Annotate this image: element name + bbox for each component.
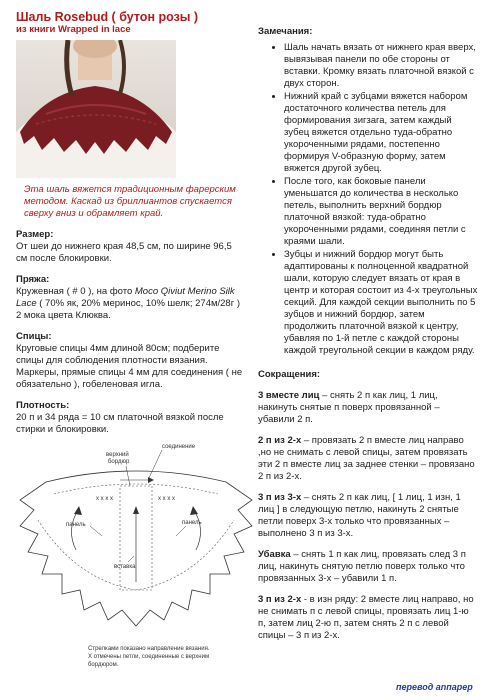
- abbreviation-item: [258, 594, 478, 642]
- list-item: • Зубцы и нижний бордюр могут быть адаптированы к полноценной квадратной шали, которую следует вязать от края в центр и которая состоит из 4-х треугольных секций. Для каждой секции выполнить по 5 зубцов и нижний бордюр, затем продолжить платочной вязкой к центру, убавляя по 1-й петле с каждой стороны каждой треугольной секции в каждом ряду.: [284, 249, 478, 357]
- list-item: • Шаль начать вязать от нижнего края вверх, вывязывая панели по обе стороны от вставки. Кромку вязать платочной вязкой с двух сторон.: [284, 42, 478, 90]
- intro-text: Эта шаль вяжется традиционным фарерским методом. Каскад из бриллиантов спускается сверху вниз и обрамляет край.: [24, 184, 236, 219]
- translator-credit: перевод anпapeр: [396, 682, 473, 692]
- abbreviation-term: 3 п из 3-х: [258, 492, 302, 503]
- label-panel-left: панель: [66, 522, 86, 528]
- needles-heading: Спицы:: [16, 331, 52, 342]
- label-top-border-1: верхний: [106, 452, 129, 458]
- shawl-schematic: [16, 440, 256, 680]
- needles-text: Круговые спицы 4мм длиной 80см; подберите спицы для соблюдения плотности вязания. Маркеры, прямые спицы 4 мм для соединения ( не обязательно ), гобеленовая игла.: [16, 343, 243, 390]
- schema-caption-1: Стрелками показано направление вязания.: [88, 646, 210, 652]
- yarn-text-a: Кружевная ( # 0 ), на фото: [16, 286, 135, 297]
- svg-text:x x x x: x x x x: [96, 496, 114, 502]
- gauge-text: 20 п и 34 ряда = 10 см платочной вязкой после стирки и блокировки.: [16, 412, 224, 435]
- yarn-heading: Пряжа:: [16, 274, 50, 285]
- label-top-border-2: бордюр: [108, 459, 130, 465]
- shawl-photo: [16, 40, 176, 178]
- size-text: От шеи до нижнего края 48,5 см, по ширине 96,5 см после блокировки.: [16, 241, 232, 264]
- label-panel-right: панель: [182, 520, 202, 526]
- abbreviation-text: – снять 1 п как лиц, провязать след 3 п лиц, накинуть снятую петлю поверх только что провязанных 3-х – убавили 1 п.: [258, 549, 466, 584]
- list-item: • После того, как боковые панели уменьшатся до количества в несколько петель, выполнить верхний бордюр платочной вязкой: туда-обратно укороченными рядами, соединяя петли с краями шали.: [284, 176, 478, 248]
- abbreviation-text: - в изн ряду: 2 вместе лиц направо, но не снимать п с левой спицы, провязать лиц 1-ю п, затем лиц 2-ю п, затем снять 2 п с левой спицы – 3 п из 2-х.: [258, 594, 474, 641]
- list-item: • Нижний край с зубцами вяжется набором достаточного количества петель для формирования зигзага, затем каждый зубец вяжется отдельно туда-обратно укороченными рядами, постепенно формируя V-образную форму, затем вяжется другой зубец.: [284, 91, 478, 175]
- label-insert: вставка: [114, 564, 136, 570]
- abbreviation-text: – провязать 2 п вместе лиц направо ,но не снимать с левой спицы, затем провязать эти 2 п вместе лиц за заднее стенки – провязано 2 п из 2-х.: [258, 435, 475, 482]
- abbreviation-term: 3 п из 2-х: [258, 594, 302, 605]
- yarn-brand: Moco Qiviut Merino Silk Lace: [16, 286, 235, 309]
- page-title: Шаль Rosebud ( бутон розы ): [16, 10, 199, 24]
- abbreviations-heading: Сокращения:: [258, 369, 321, 380]
- abbreviation-term: 2 п из 2-х: [258, 435, 302, 446]
- gauge-heading: Плотность:: [16, 400, 70, 411]
- size-heading: Размер:: [16, 229, 54, 240]
- label-join: соединение: [162, 444, 196, 450]
- yarn-text: [16, 286, 244, 322]
- schema-caption-2: Х отмечены петли, соединенные с верхним: [88, 654, 210, 660]
- left-column: [16, 10, 244, 436]
- abbreviation-item: [258, 549, 478, 585]
- abbreviation-item: [258, 390, 478, 426]
- abbreviation-text: – снять 2 п как лиц, 1 лиц, накинуть снятые п поверх провязанной – убавили 2 п.: [258, 390, 440, 425]
- abbreviation-text: – снять 2 п как лиц, [ 1 лиц, 1 изн, 1 лиц ] в следующую петлю, накинуть 2 снятые петли поверх 3-х только что провязанных – выполнено 3 п из 3-х.: [258, 492, 461, 539]
- abbreviation-item: [258, 435, 478, 483]
- yarn-text-b: ( 70% як, 20% меринос, 10% шелк; 274м/28г ) 2 мока цвета Клюква.: [16, 298, 240, 321]
- abbreviation-item: [258, 492, 478, 540]
- notes-list: [258, 42, 478, 357]
- right-column: [258, 26, 478, 642]
- abbreviation-term: 3 вместе лиц: [258, 390, 320, 401]
- notes-heading: Замечания:: [258, 26, 313, 37]
- svg-text:x x x x: x x x x: [158, 496, 176, 502]
- schema-caption-3: бордюром.: [88, 662, 119, 668]
- abbreviation-term: Убавка: [258, 549, 291, 560]
- source-subtitle: из книги Wrapped in lace: [16, 24, 131, 35]
